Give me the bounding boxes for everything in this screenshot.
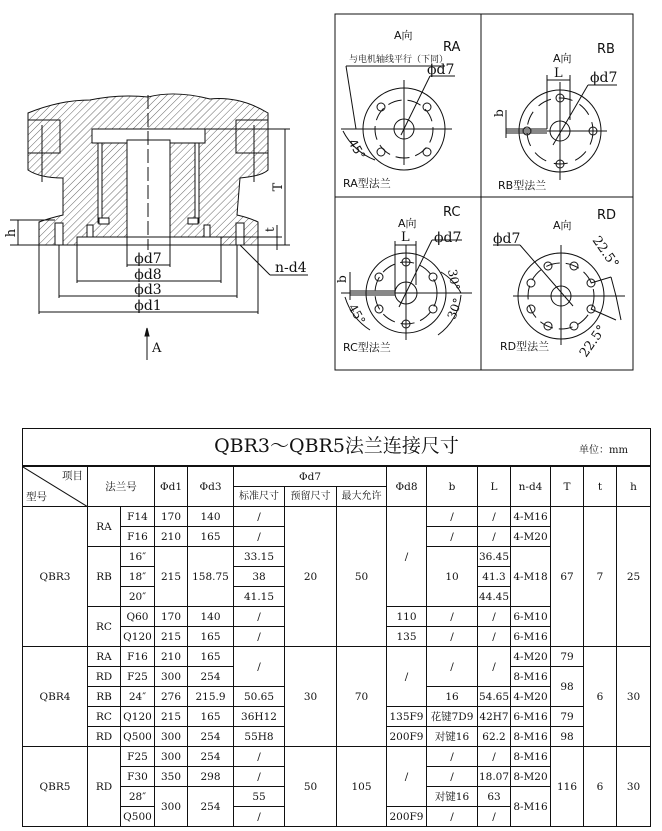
cell: 38 <box>234 567 285 587</box>
rc-code: RC <box>443 205 461 220</box>
cell: / <box>234 747 285 767</box>
cell: / <box>234 767 285 787</box>
table-row <box>23 507 651 527</box>
header-item: 项目 <box>62 470 83 482</box>
ra-angle: 45° <box>345 136 369 162</box>
cell: 298 <box>188 767 234 787</box>
cell: 215 <box>155 627 188 647</box>
header-d7-std: 标准尺寸 <box>234 487 285 507</box>
corner-header <box>23 466 88 507</box>
cell: 54.65 <box>478 687 511 707</box>
cell: 63 <box>478 787 511 807</box>
flange-type-cell: RD <box>88 747 121 827</box>
cell: 36H12 <box>234 707 285 727</box>
cell: / <box>234 627 285 647</box>
cell: / <box>427 507 478 527</box>
rb-d7: ϕd7 <box>590 70 618 86</box>
rb-b: b <box>492 109 506 117</box>
cell: F30 <box>121 767 155 787</box>
header-h: h <box>617 466 651 507</box>
cell: 79 <box>551 707 584 727</box>
model-cell: QBR3 <box>23 507 88 647</box>
cell: 165 <box>188 627 234 647</box>
cell: 135F9 <box>387 707 427 727</box>
rc-angle-3: 45° <box>345 301 369 327</box>
header-nd4: n-d4 <box>511 466 551 507</box>
cell: 50 <box>337 507 387 647</box>
section-view <box>4 94 308 360</box>
cell: 41.15 <box>234 587 285 607</box>
bolt-left <box>55 223 63 245</box>
unit-label: 单位：mm <box>579 445 629 456</box>
cell: 36.45 <box>478 547 511 567</box>
cell: 8-M16 <box>511 667 551 687</box>
cell: 16 <box>427 687 478 707</box>
label-h: h <box>4 228 19 238</box>
rb-L: L <box>554 66 563 81</box>
cell: / <box>427 807 478 827</box>
cell: / <box>478 747 511 767</box>
cell: Q120 <box>121 707 155 727</box>
cell: 300 <box>155 747 188 767</box>
cell: 165 <box>188 647 234 667</box>
cell: 8-M16 <box>511 727 551 747</box>
table-row <box>23 747 651 767</box>
label-nd4: n-d4 <box>275 260 307 276</box>
header-d1: Φd1 <box>155 466 188 507</box>
rb-code: RB <box>597 42 615 57</box>
cell: / <box>478 647 511 687</box>
cell: 42H7 <box>478 707 511 727</box>
cell: 158.75 <box>188 547 234 607</box>
header-model: 型号 <box>26 491 47 503</box>
cell: Q60 <box>121 607 155 627</box>
cell: 16″ <box>121 547 155 567</box>
rb-flange-view <box>492 42 617 192</box>
cell: 215 <box>155 707 188 727</box>
cell: 62.2 <box>478 727 511 747</box>
cell: 18.07 <box>478 767 511 787</box>
label-d7: ϕd7 <box>134 251 162 267</box>
cell: 8-M16 <box>511 747 551 767</box>
cell: 33.15 <box>234 547 285 567</box>
rd-flange-view <box>493 208 625 360</box>
cell: 24″ <box>121 687 155 707</box>
table-row <box>23 647 651 667</box>
rc-angle-2: 30° <box>444 296 466 322</box>
cell: 8-M16 <box>511 787 551 827</box>
cell: / <box>478 807 511 827</box>
flange-type-cell: RB <box>88 547 121 607</box>
cell: 135 <box>387 627 427 647</box>
cell: 30 <box>617 647 651 747</box>
flange-type-cell: RC <box>88 607 121 647</box>
bolt-right <box>236 223 244 245</box>
rb-view-label: A向 <box>553 52 572 65</box>
header-T: T <box>551 466 584 507</box>
cell: / <box>387 747 427 807</box>
cell: / <box>478 507 511 527</box>
cell: 50 <box>285 747 337 827</box>
cell: 98 <box>551 667 584 707</box>
rc-caption: RC型法兰 <box>343 341 391 354</box>
cell: 对键16 <box>427 727 478 747</box>
flange-type-cell: RD <box>88 727 121 747</box>
cell: / <box>387 507 427 607</box>
rc-L: L <box>401 230 410 245</box>
cell: 300 <box>155 667 188 687</box>
rc-view-label: A向 <box>398 217 417 230</box>
cell: 7 <box>584 507 617 647</box>
cell: 4-M20 <box>511 647 551 667</box>
table-title-cell <box>23 429 651 467</box>
cell: 200F9 <box>387 807 427 827</box>
cell: / <box>427 627 478 647</box>
ra-code: RA <box>443 40 461 55</box>
cell: 4-M20 <box>511 527 551 547</box>
cell: 254 <box>188 747 234 767</box>
cell: 300 <box>155 727 188 747</box>
rd-caption: RD型法兰 <box>500 340 550 353</box>
cell: 20″ <box>121 587 155 607</box>
label-d1: ϕd1 <box>134 298 162 314</box>
cell: Q500 <box>121 807 155 827</box>
cell: 200F9 <box>387 727 427 747</box>
cell: 215.9 <box>188 687 234 707</box>
cell: 170 <box>155 607 188 627</box>
cell: 20 <box>285 507 337 647</box>
cell: 110 <box>387 607 427 627</box>
cell: 6 <box>584 647 617 747</box>
cell: 55 <box>234 787 285 807</box>
cell: 165 <box>188 527 234 547</box>
header-d7-max: 最大允许 <box>337 487 387 507</box>
cell: 55H8 <box>234 727 285 747</box>
cell: / <box>234 507 285 527</box>
cell: 18″ <box>121 567 155 587</box>
cell: 276 <box>155 687 188 707</box>
flange-type-cell: RA <box>88 507 121 547</box>
rd-view-label: A向 <box>553 219 572 232</box>
cell: 6-M10 <box>511 607 551 627</box>
ra-caption: RA型法兰 <box>343 177 391 190</box>
cell: / <box>427 607 478 627</box>
cell: / <box>234 527 285 547</box>
label-d8: ϕd8 <box>134 267 162 283</box>
cell: 170 <box>155 507 188 527</box>
rd-angle-1: 22.5° <box>588 233 622 272</box>
cell: 44.45 <box>478 587 511 607</box>
ra-view-label: A向 <box>394 29 413 42</box>
cell: 30 <box>285 647 337 747</box>
cell: 215 <box>155 547 188 607</box>
cell: / <box>478 527 511 547</box>
header-d7-reserved: 预留尺寸 <box>285 487 337 507</box>
label-d3: ϕd3 <box>134 282 162 298</box>
ra-d7: ϕd7 <box>427 62 455 78</box>
cell: 25 <box>617 507 651 647</box>
cell: 41.3 <box>478 567 511 587</box>
header-L: L <box>478 466 511 507</box>
cell: Q500 <box>121 727 155 747</box>
cell: 140 <box>188 507 234 527</box>
rc-angle-1: 30° <box>445 268 463 292</box>
label-t: t <box>263 227 277 232</box>
ra-flange-view <box>341 28 461 190</box>
cell: 28″ <box>121 787 155 807</box>
table-title: QBR3～QBR5法兰连接尺寸 <box>214 434 459 457</box>
header-d7: Φd7 <box>234 466 387 487</box>
cell: Q120 <box>121 627 155 647</box>
rd-d7: ϕd7 <box>493 231 521 247</box>
cell: / <box>387 647 427 707</box>
cell: 70 <box>337 647 387 747</box>
cell: 105 <box>337 747 387 827</box>
rc-d7: ϕd7 <box>434 230 462 246</box>
cell: 140 <box>188 607 234 627</box>
cell: 350 <box>155 767 188 787</box>
cell: F25 <box>121 667 155 687</box>
cell: / <box>427 527 478 547</box>
cell: / <box>427 767 478 787</box>
cell: 6 <box>584 747 617 827</box>
header-d3: Φd3 <box>188 466 234 507</box>
cell: 4-M20 <box>511 687 551 707</box>
cell: F16 <box>121 647 155 667</box>
cell: F14 <box>121 507 155 527</box>
cell: 254 <box>188 667 234 687</box>
cell: 10 <box>427 547 478 607</box>
cell: 30 <box>617 747 651 827</box>
cell: 210 <box>155 527 188 547</box>
cell: 165 <box>188 707 234 727</box>
cell: 6-M16 <box>511 627 551 647</box>
cell: 116 <box>551 747 584 827</box>
cell: / <box>478 607 511 627</box>
cell: 254 <box>188 787 234 827</box>
flange-type-cell: RA <box>88 647 121 667</box>
rd-code: RD <box>597 208 617 223</box>
header-d8: Φd8 <box>387 466 427 507</box>
flange-views <box>335 14 633 370</box>
cell: 4-M16 <box>511 507 551 527</box>
cell: 对键16 <box>427 787 478 807</box>
rc-b: b <box>335 275 349 283</box>
cell: 50.65 <box>234 687 285 707</box>
cell: 98 <box>551 727 584 747</box>
rb-caption: RB型法兰 <box>498 179 547 192</box>
cell: 300 <box>155 787 188 827</box>
ra-note: 与电机轴线平行（下同） <box>349 55 449 65</box>
cell: 210 <box>155 647 188 667</box>
cell: 4-M18 <box>511 547 551 607</box>
cell: / <box>234 607 285 627</box>
flange-type-cell: RB <box>88 687 121 707</box>
rd-angle-2: 22.5° <box>576 322 610 361</box>
flange-dimension-table <box>22 428 651 827</box>
cell: 8-M20 <box>511 767 551 787</box>
cell: / <box>427 647 478 687</box>
cell: / <box>234 807 285 827</box>
cell: 79 <box>551 647 584 667</box>
cell: / <box>427 747 478 767</box>
header-t: t <box>584 466 617 507</box>
cell: F16 <box>121 527 155 547</box>
header-b: b <box>427 466 478 507</box>
cell: 花键7D9 <box>427 707 478 727</box>
cell: F25 <box>121 747 155 767</box>
label-A: A <box>152 341 162 356</box>
rc-flange-view <box>335 205 472 354</box>
cell: 6-M16 <box>511 707 551 727</box>
cell: 67 <box>551 507 584 647</box>
cell: / <box>478 627 511 647</box>
model-cell: QBR5 <box>23 747 88 827</box>
flange-type-cell: RD <box>88 667 121 687</box>
cell: / <box>234 647 285 687</box>
header-flange: 法兰号 <box>88 466 155 507</box>
cell: 254 <box>188 727 234 747</box>
label-T: T <box>271 182 286 192</box>
flange-type-cell: RC <box>88 707 121 727</box>
model-cell: QBR4 <box>23 647 88 747</box>
